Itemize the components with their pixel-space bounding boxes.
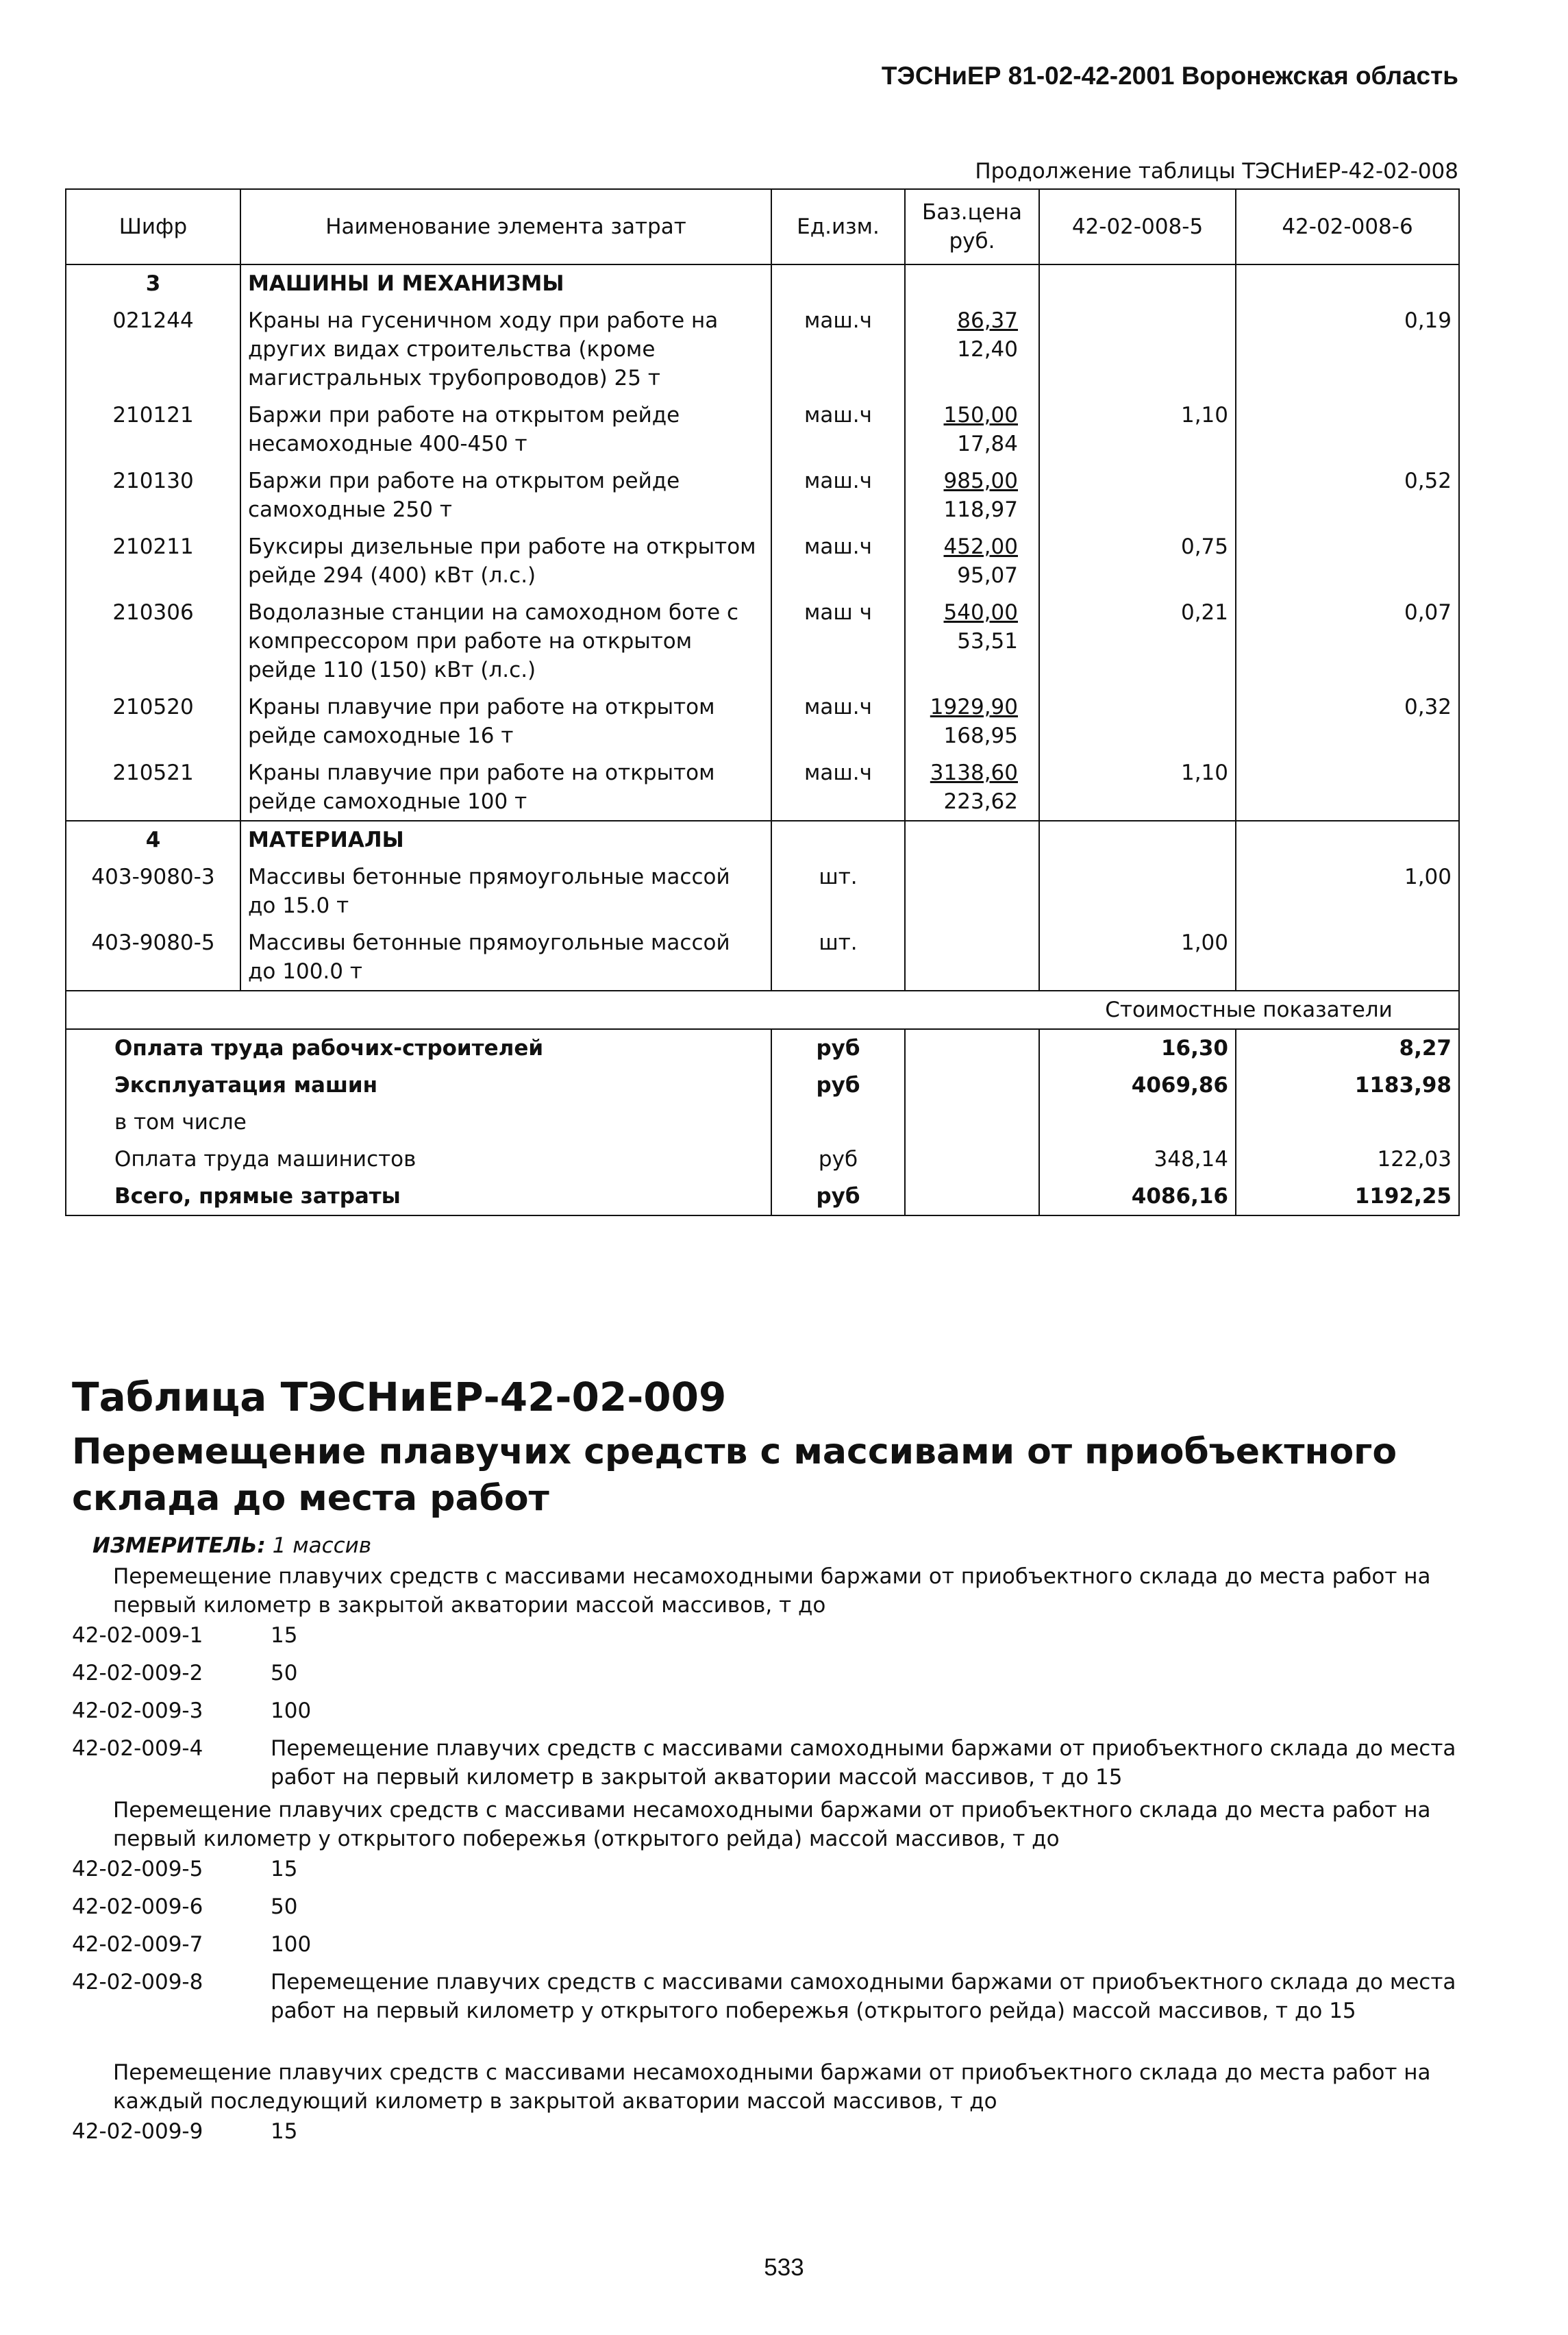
table-row (66, 924, 1459, 991)
norm-text: 15 (271, 1857, 298, 1881)
unit-cell: маш ч (771, 594, 905, 689)
norm-text: 15 (271, 2119, 298, 2144)
resource-name: Водолазные станции на самоходном боте с компрессором при работе на открытом рейде 110 (150) кВт (л.с.) (240, 594, 771, 689)
column-header: 42-02-008-5 (1039, 189, 1236, 264)
table-continuation-note: Продолжение таблицы ТЭСНиЕР-42-02-008 (975, 159, 1458, 184)
totals-row (66, 1141, 1459, 1178)
totals-value-42-02-008-6: 1183,98 (1236, 1067, 1459, 1104)
norm-code: 42-02-009-2 (72, 1661, 203, 1685)
base-price-cell (905, 302, 1039, 397)
norm-value-42-02-008-6: 1,00 (1236, 858, 1459, 924)
norm-code: 42-02-009-8 (72, 1970, 203, 1994)
page-number: 533 (764, 2254, 804, 2281)
norm-code: 42-02-009-5 (72, 1857, 203, 1881)
norm-line (72, 1855, 1463, 1883)
unit-cell: шт. (771, 924, 905, 991)
norm-code: 42-02-009-4 (72, 1736, 203, 1761)
totals-label: Всего, прямые затраты (66, 1178, 771, 1215)
base-price-wage: 223,62 (943, 789, 1018, 814)
totals-value-42-02-008-5: 4069,86 (1039, 1067, 1236, 1104)
norm-value-42-02-008-5: 0,75 (1039, 528, 1236, 594)
running-header: ТЭСНиЕР 81-02-42-2001 Воронежская область (881, 62, 1458, 90)
resource-name: Баржи при работе на открытом рейде несамоходные 400-450 т (240, 397, 771, 462)
norm-line (72, 1696, 1463, 1725)
base-price-wage: 12,40 (957, 337, 1018, 362)
totals-label: Оплата труда машинистов (66, 1141, 771, 1178)
empty-cell (1039, 264, 1236, 302)
base-price-cell (905, 754, 1039, 821)
totals-unit: руб (771, 1029, 905, 1067)
totals-unit (771, 1104, 905, 1141)
group-description: Перемещение плавучих средств с массивами несамоходными баржами от приобъектного склада до места работ на каждый последующий километр в закрытой акватории массой массивов, т до (113, 2060, 1431, 2114)
base-price-total: 3138,60 (930, 761, 1018, 785)
base-price-cell (905, 924, 1039, 991)
table2-subtitle: Перемещение плавучих средств с массивами от приобъектного склада до места работ (72, 1431, 1397, 1519)
totals-unit: руб (771, 1067, 905, 1104)
totals-row (66, 1067, 1459, 1104)
totals-unit: руб (771, 1178, 905, 1215)
empty-cell (905, 1178, 1039, 1215)
resource-name: Баржи при работе на открытом рейде самоходные 250 т (240, 462, 771, 528)
empty-cell (905, 1029, 1039, 1067)
base-price-wage: 53,51 (957, 629, 1018, 654)
base-price-cell (905, 858, 1039, 924)
totals-value-42-02-008-6 (1236, 1104, 1459, 1141)
table2-title: Таблица ТЭСНиЕР-42-02-009 (72, 1374, 727, 1420)
empty-cell (905, 821, 1039, 858)
norm-text: 100 (271, 1932, 312, 1957)
norm-value-42-02-008-5 (1039, 462, 1236, 528)
resource-code: 210520 (66, 689, 240, 754)
norm-code: 42-02-009-1 (72, 1623, 203, 1648)
section-title: МАШИНЫ И МЕХАНИЗМЫ (240, 264, 771, 302)
unit-cell: маш.ч (771, 397, 905, 462)
empty-cell (240, 991, 771, 1029)
empty-cell (905, 264, 1039, 302)
norm-value-42-02-008-6 (1236, 397, 1459, 462)
norm-line (72, 1968, 1463, 2025)
totals-value-42-02-008-6: 1192,25 (1236, 1178, 1459, 1215)
resource-name: Краны на гусеничном ходу при работе на других видах строительства (кроме магистральных трубопроводов) 25 т (240, 302, 771, 397)
norm-value-42-02-008-6: 0,32 (1236, 689, 1459, 754)
totals-header: Стоимостные показатели (1039, 991, 1459, 1029)
resource-name: Краны плавучие при работе на открытом рейде самоходные 16 т (240, 689, 771, 754)
norm-value-42-02-008-5 (1039, 689, 1236, 754)
norm-value-42-02-008-6 (1236, 754, 1459, 821)
base-price-cell (905, 397, 1039, 462)
base-price-cell (905, 689, 1039, 754)
column-header: Баз.цена руб. (905, 189, 1039, 264)
empty-cell (771, 991, 905, 1029)
totals-value-42-02-008-5: 4086,16 (1039, 1178, 1236, 1215)
empty-cell (905, 991, 1039, 1029)
section-header-row (66, 264, 1459, 302)
norm-text: 50 (271, 1661, 298, 1685)
base-price-total: 452,00 (943, 534, 1018, 559)
norm-line (72, 1734, 1463, 1792)
norm-code: 42-02-009-9 (72, 2119, 203, 2144)
base-price-total: 985,00 (943, 469, 1018, 493)
table-body (66, 264, 1459, 1215)
norm-text: 15 (271, 1623, 298, 1648)
resource-code: 210521 (66, 754, 240, 821)
table-row (66, 754, 1459, 821)
base-price-wage: 95,07 (957, 563, 1018, 588)
totals-header-row (66, 991, 1459, 1029)
base-price-wage: 17,84 (957, 432, 1018, 456)
section-title: МАТЕРИАЛЫ (240, 821, 771, 858)
table-row (66, 594, 1459, 689)
base-price-total: 150,00 (943, 403, 1018, 428)
norm-value-42-02-008-6: 0,07 (1236, 594, 1459, 689)
section-header-row (66, 821, 1459, 858)
resource-name: Буксиры дизельные при работе на открытом рейде 294 (400) кВт (л.с.) (240, 528, 771, 594)
base-price-wage: 168,95 (943, 724, 1018, 748)
totals-row (66, 1104, 1459, 1141)
group-description: Перемещение плавучих средств с массивами несамоходными баржами от приобъектного склада до места работ на первый километр в закрытой акватории массой массивов, т до (113, 1564, 1431, 1618)
unit-cell: маш.ч (771, 462, 905, 528)
resource-code: 403-9080-5 (66, 924, 240, 991)
meter-line (92, 1533, 371, 1558)
norm-value-42-02-008-5 (1039, 302, 1236, 397)
unit-cell: маш.ч (771, 302, 905, 397)
resource-name: Краны плавучие при работе на открытом рейде самоходные 100 т (240, 754, 771, 821)
empty-cell (771, 821, 905, 858)
meter-label: ИЗМЕРИТЕЛЬ: (92, 1533, 266, 1558)
norm-text: Перемещение плавучих средств с массивами самоходными баржами от приобъектного склада до места работ на первый километр в закрытой акватории массой массивов, т до 15 (271, 1736, 1456, 1790)
totals-value-42-02-008-6: 8,27 (1236, 1029, 1459, 1067)
resource-code: 210121 (66, 397, 240, 462)
resource-code: 210306 (66, 594, 240, 689)
norm-line (72, 1930, 1463, 1959)
empty-cell (905, 1067, 1039, 1104)
norm-value-42-02-008-6 (1236, 924, 1459, 991)
base-price-cell (905, 528, 1039, 594)
totals-label: Оплата труда рабочих-строителей (66, 1029, 771, 1067)
empty-cell (771, 264, 905, 302)
norm-line (72, 1892, 1463, 1921)
column-header: Шифр (66, 189, 240, 264)
base-price-total: 540,00 (943, 600, 1018, 625)
totals-value-42-02-008-5 (1039, 1104, 1236, 1141)
norm-value-42-02-008-5 (1039, 858, 1236, 924)
table-row (66, 462, 1459, 528)
base-price-cell (905, 462, 1039, 528)
table-row (66, 528, 1459, 594)
table-row (66, 397, 1459, 462)
empty-cell (905, 1104, 1039, 1141)
totals-value-42-02-008-6: 122,03 (1236, 1141, 1459, 1178)
norm-value-42-02-008-5: 0,21 (1039, 594, 1236, 689)
norm-text: Перемещение плавучих средств с массивами самоходными баржами от приобъектного склада до места работ на первый километр у открытого побережья (открытого рейда) массой массивов, т до 15 (271, 1970, 1456, 2023)
empty-cell (905, 1141, 1039, 1178)
totals-value-42-02-008-5: 348,14 (1039, 1141, 1236, 1178)
norm-value-42-02-008-5: 1,00 (1039, 924, 1236, 991)
resource-name: Массивы бетонные прямоугольные массой до 100.0 т (240, 924, 771, 991)
totals-row (66, 1029, 1459, 1067)
norm-text: 50 (271, 1894, 298, 1919)
totals-unit: руб (771, 1141, 905, 1178)
norm-value-42-02-008-6: 0,52 (1236, 462, 1459, 528)
group-description: Перемещение плавучих средств с массивами несамоходными баржами от приобъектного склада до места работ на первый километр у открытого побережья (открытого рейда) массой массивов, т до (113, 1798, 1431, 1851)
norm-line (72, 1621, 1463, 1650)
resource-name: Массивы бетонные прямоугольные массой до 15.0 т (240, 858, 771, 924)
table-row (66, 689, 1459, 754)
norm-code: 42-02-009-3 (72, 1698, 203, 1723)
norm-value-42-02-008-5: 1,10 (1039, 754, 1236, 821)
norm-value-42-02-008-6 (1236, 528, 1459, 594)
cost-table (65, 188, 1460, 1216)
resource-code: 210130 (66, 462, 240, 528)
norm-code: 42-02-009-6 (72, 1894, 203, 1919)
totals-value-42-02-008-5: 16,30 (1039, 1029, 1236, 1067)
column-header: 42-02-008-6 (1236, 189, 1459, 264)
norm-text: 100 (271, 1698, 312, 1723)
meter-value: 1 массив (272, 1533, 372, 1558)
norm-line (72, 2117, 1463, 2146)
unit-cell: маш.ч (771, 689, 905, 754)
unit-cell: маш.ч (771, 754, 905, 821)
unit-cell: шт. (771, 858, 905, 924)
base-price-total: 86,37 (957, 308, 1018, 333)
empty-cell (66, 991, 240, 1029)
norm-value-42-02-008-6: 0,19 (1236, 302, 1459, 397)
table-row (66, 302, 1459, 397)
base-price-wage: 118,97 (943, 497, 1018, 522)
section-number: 3 (66, 264, 240, 302)
empty-cell (1039, 821, 1236, 858)
unit-cell: маш.ч (771, 528, 905, 594)
norm-code: 42-02-009-7 (72, 1932, 203, 1957)
table-header-row (66, 189, 1459, 264)
norm-value-42-02-008-5: 1,10 (1039, 397, 1236, 462)
totals-label: Эксплуатация машин (66, 1067, 771, 1104)
base-price-total: 1929,90 (930, 695, 1018, 719)
totals-label: в том числе (66, 1104, 771, 1141)
section-number: 4 (66, 821, 240, 858)
resource-code: 403-9080-3 (66, 858, 240, 924)
resource-code: 021244 (66, 302, 240, 397)
resource-code: 210211 (66, 528, 240, 594)
column-header: Наименование элемента затрат (240, 189, 771, 264)
empty-cell (1236, 264, 1459, 302)
table-row (66, 858, 1459, 924)
totals-row (66, 1178, 1459, 1215)
norm-line (72, 1659, 1463, 1688)
empty-cell (1236, 821, 1459, 858)
base-price-cell (905, 594, 1039, 689)
column-header: Ед.изм. (771, 189, 905, 264)
